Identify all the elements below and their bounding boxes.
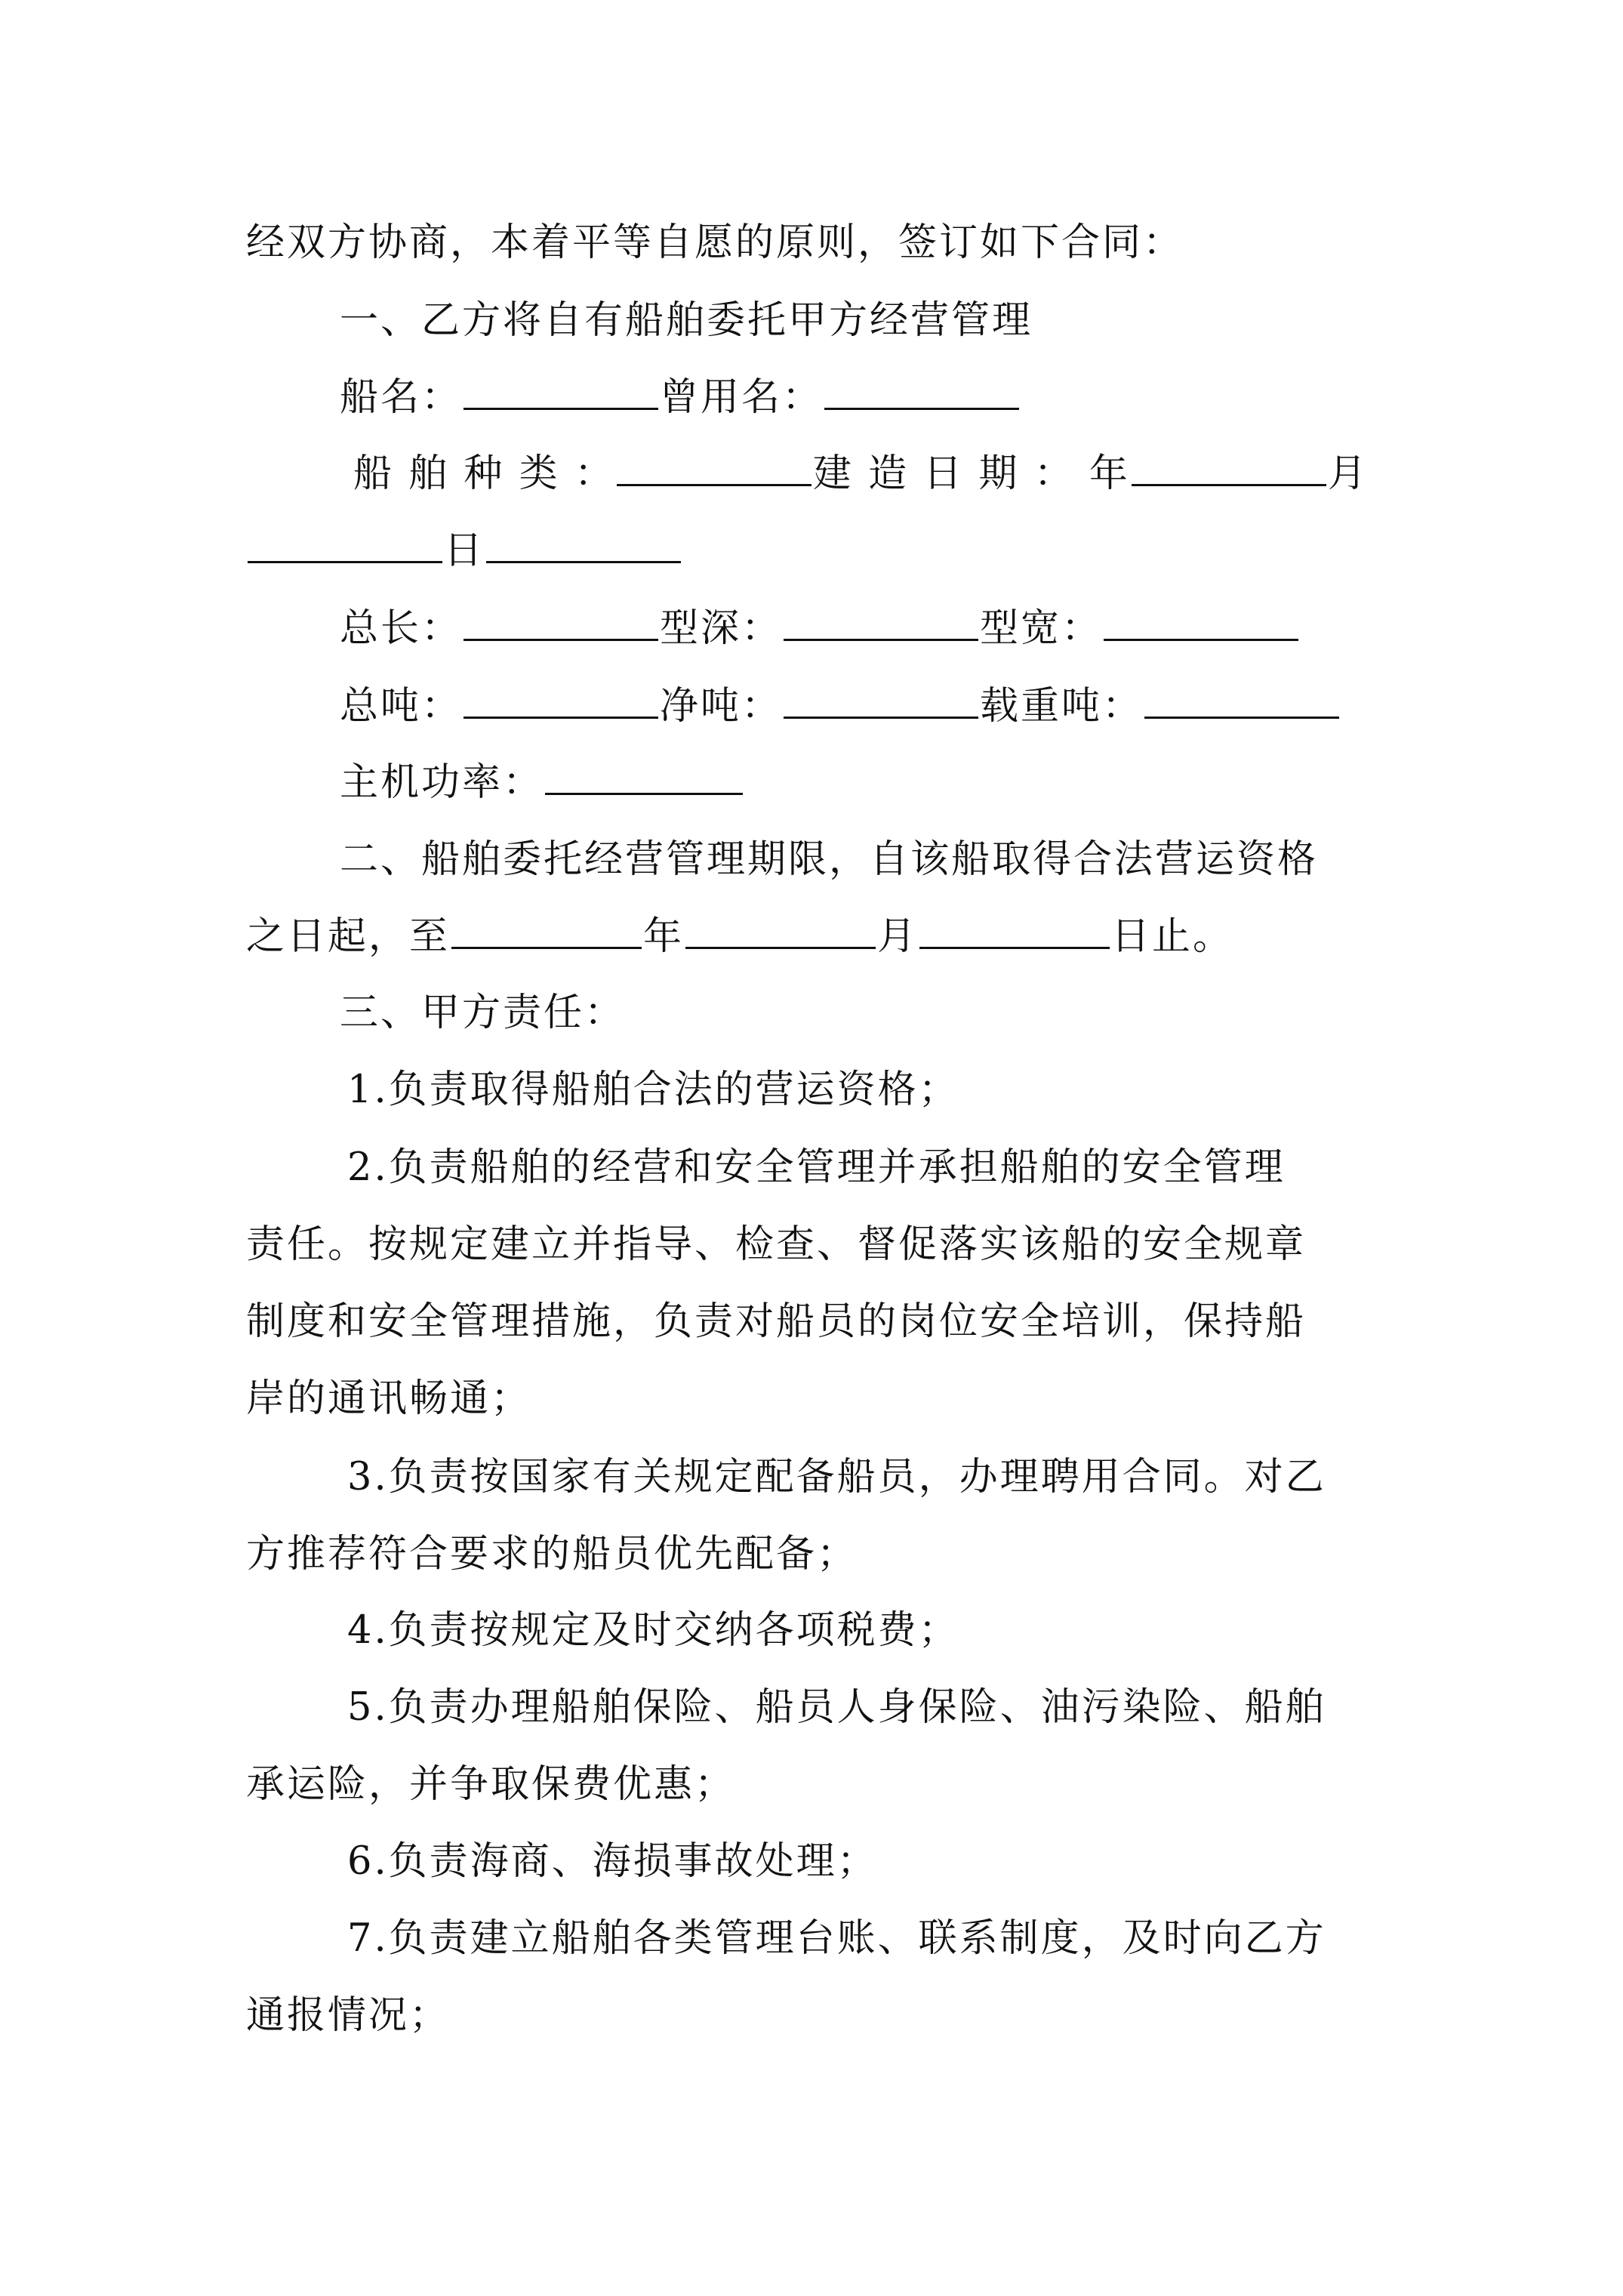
term-month-blank: [685, 924, 876, 949]
item7-line2: [0, 1986, 1623, 2046]
ship-type-blank: [617, 461, 812, 486]
item2-text-l3: 制度和安全管理措施，负责对船员的岗位安全培训，保持船: [246, 1299, 1307, 1344]
length-label: 总长：: [340, 606, 463, 651]
ship-type-line: [0, 444, 1623, 504]
former-name-blank: [824, 385, 1019, 410]
item2-line3: [0, 1292, 1623, 1352]
tonnage-line: [0, 676, 1623, 737]
depth-blank: [784, 616, 978, 641]
sec2-line1: [0, 830, 1623, 890]
sec2-text1: 二、船舶委托经营管理期限，自该船取得合法营运资格: [340, 837, 1319, 882]
item3-line2: [0, 1524, 1623, 1585]
item7-text-l1: 7.负责建立船舶各类管理台账、联系制度，及时向乙方: [347, 1916, 1326, 1961]
item3-text-l1: 3.负责按国家有关规定配备船员，办理聘用合同。对乙: [347, 1455, 1326, 1499]
item2-line1: [0, 1138, 1623, 1198]
sec3-heading-line: [0, 983, 1623, 1043]
dimensions-line: [0, 599, 1623, 659]
item5-text-l2: 承运险，并争取保费优惠；: [246, 1762, 736, 1807]
net-ton-label: 净吨：: [660, 684, 783, 729]
breadth-label: 型宽：: [980, 606, 1103, 651]
length-blank: [463, 616, 658, 641]
ship-name-blank: [463, 385, 658, 410]
build-year-blank: [1132, 461, 1326, 486]
former-name-label: 曾用名：: [660, 375, 824, 420]
ship-name-label: 船名：: [340, 375, 463, 420]
term-month-label: 月: [877, 914, 919, 959]
item3-text-l2: 方推荐符合要求的船员优先配备；: [246, 1532, 858, 1576]
gross-ton-label: 总吨：: [340, 684, 463, 729]
intro-text: 经双方协商，本着平等自愿的原则，签订如下合同：: [246, 220, 1184, 265]
sec1-heading-line: [0, 291, 1623, 351]
depth-label: 型深：: [660, 606, 783, 651]
item2-text-l4: 岸的通讯畅通；: [246, 1376, 532, 1421]
item5-line1: [0, 1678, 1623, 1738]
intro-line: [0, 213, 1623, 273]
breadth-blank: [1104, 616, 1298, 641]
sec2-line2: [0, 907, 1623, 967]
power-blank: [545, 770, 743, 795]
item2-text-l2: 责任。按规定建立并指导、检查、督促落实该船的安全规章: [246, 1222, 1307, 1267]
dwt-blank: [1144, 694, 1339, 719]
build-month-label: 月: [1327, 451, 1369, 496]
item5-line2: [0, 1755, 1623, 1815]
gross-ton-blank: [463, 694, 658, 719]
dwt-label: 载重吨：: [980, 684, 1144, 729]
item2-text-l1: 2.负责船舶的经营和安全管理并承担船舶的安全管理: [347, 1145, 1286, 1190]
item4-text: 4.负责按规定及时交纳各项税费；: [347, 1608, 959, 1653]
power-line: [0, 753, 1623, 813]
term-year-blank: [451, 924, 642, 949]
item2-line4: [0, 1369, 1623, 1429]
item1-text: 1.负责取得船舶合法的营运资格；: [347, 1068, 959, 1112]
item7-line1: [0, 1909, 1623, 1969]
term-end-text: 日止。: [1111, 914, 1234, 959]
sec1-heading: 一、乙方将自有船舶委托甲方经营管理: [340, 298, 1033, 343]
term-day-blank: [919, 924, 1110, 949]
ship-type-label: 船 舶 种 类 ：: [353, 451, 615, 496]
item6-text: 6.负责海商、海损事故处理；: [347, 1839, 878, 1884]
item6-line: [0, 1832, 1623, 1892]
item5-text-l1: 5.负责办理船舶保险、船员人身保险、油污染险、船舶: [347, 1685, 1326, 1730]
sec2-text2: 之日起，至: [246, 914, 451, 959]
build-day-label: 日: [444, 529, 485, 573]
item7-text-l2: 通报情况；: [246, 1993, 451, 2038]
power-label: 主机功率：: [340, 760, 544, 805]
sec3-heading: 三、甲方责任：: [340, 991, 626, 1035]
build-day-blank: [486, 538, 681, 563]
item2-line2: [0, 1215, 1623, 1275]
item3-line1: [0, 1447, 1623, 1508]
ship-name-line: [0, 368, 1623, 428]
item4-line: [0, 1601, 1623, 1661]
term-year-label: 年: [643, 914, 685, 959]
build-day-line: [0, 521, 1623, 581]
net-ton-blank: [784, 694, 978, 719]
build-month-blank: [248, 538, 442, 563]
build-date-label: 建 造 日 期 ： 年: [812, 451, 1130, 496]
item1-line: [0, 1060, 1623, 1120]
